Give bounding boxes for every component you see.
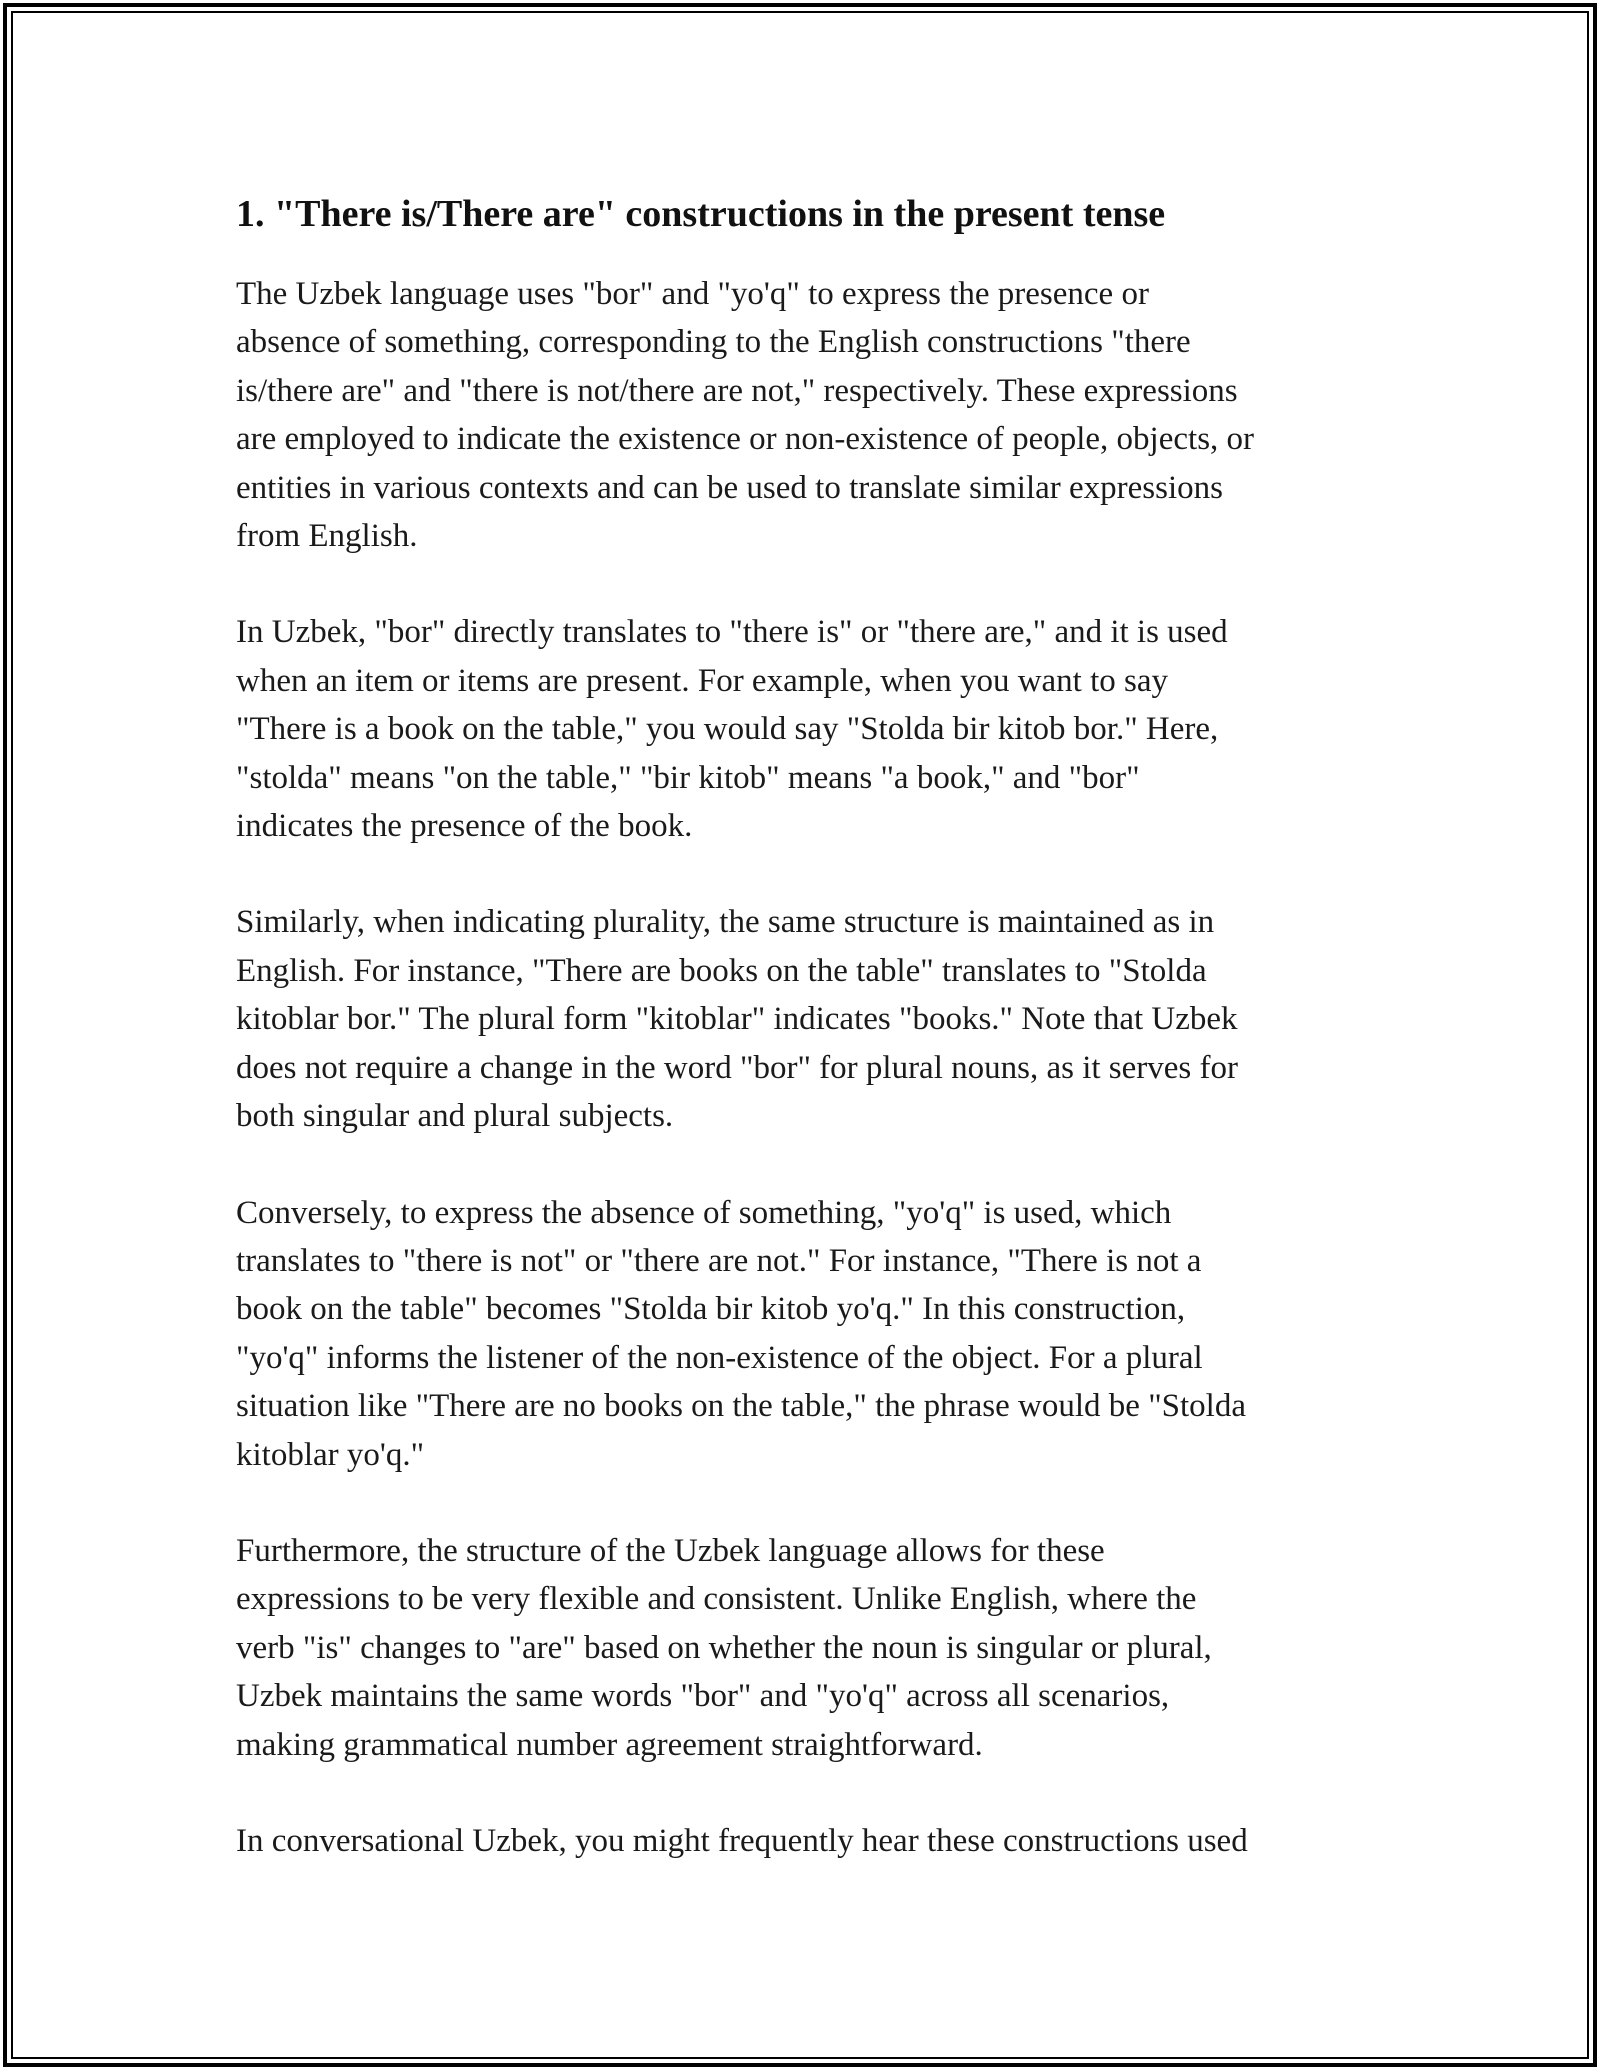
paragraph-conversational: [236, 1817, 1366, 1865]
text-line: Uzbek maintains the same words "bor" and "yo'q" across all scenarios,: [236, 1678, 1170, 1715]
paragraph-plurality: [236, 898, 1366, 1140]
paragraph-yoq: [236, 1189, 1366, 1479]
text-line: verb "is" changes to "are" based on whether the noun is singular or plural,: [236, 1629, 1212, 1666]
text-line: "yo'q" informs the listener of the non-existence of the object. For a plural: [236, 1339, 1203, 1376]
text-line: book on the table" becomes "Stolda bir kitob yo'q." In this construction,: [236, 1291, 1186, 1328]
text-line: does not require a change in the word "bor" for plural nouns, as it serves for: [236, 1049, 1238, 1086]
section-title: 1. "There is/There are" constructions in the present tense: [236, 193, 1166, 235]
text-line: is/there are" and "there is not/there are not," respectively. These expressions: [236, 372, 1238, 409]
text-line: Similarly, when indicating plurality, the same structure is maintained as in: [236, 904, 1215, 941]
text-line: "There is a book on the table," you would say "Stolda bir kitob bor." Here,: [236, 711, 1219, 748]
text-line: The Uzbek language uses "bor" and "yo'q" to express the presence or: [236, 276, 1149, 312]
text-line: Furthermore, the structure of the Uzbek language allows for these: [236, 1532, 1105, 1569]
text-line: In Uzbek, "bor" directly translates to "there is" or "there are," and it is used: [236, 614, 1228, 651]
text-line: absence of something, corresponding to the English constructions "there: [236, 324, 1191, 361]
paragraph-bor: [236, 608, 1366, 850]
text-line: situation like "There are no books on the table," the phrase would be "Stolda: [236, 1388, 1246, 1425]
text-line: In conversational Uzbek, you might frequently hear these constructions used: [236, 1822, 1248, 1859]
text-line: are employed to indicate the existence or non-existence of people, objects, or: [236, 421, 1255, 458]
text-line: when an item or items are present. For example, when you want to say: [236, 662, 1168, 699]
text-line: from English.: [236, 518, 418, 555]
text-line: Conversely, to express the absence of something, "yo'q" is used, which: [236, 1194, 1172, 1231]
text-line: kitoblar bor." The plural form "kitoblar" indicates "books." Note that Uzbek: [236, 1001, 1238, 1038]
text-line: "stolda" means "on the table," "bir kitob" means "a book," and "bor": [236, 759, 1140, 796]
text-line: indicates the presence of the book.: [236, 808, 693, 845]
text-line: kitoblar yo'q.": [236, 1436, 425, 1473]
document-body: [236, 186, 1366, 1913]
paragraph-flexibility: [236, 1527, 1366, 1769]
text-line: expressions to be very flexible and consistent. Unlike English, where the: [236, 1581, 1197, 1618]
text-line: both singular and plural subjects.: [236, 1098, 674, 1135]
paragraph-intro: [236, 270, 1366, 560]
text-line: entities in various contexts and can be used to translate similar expressions: [236, 469, 1224, 506]
text-line: translates to "there is not" or "there are not." For instance, "There is not a: [236, 1242, 1202, 1279]
text-line: making grammatical number agreement straightforward.: [236, 1726, 983, 1763]
text-line: English. For instance, "There are books on the table" translates to "Stolda: [236, 952, 1207, 989]
